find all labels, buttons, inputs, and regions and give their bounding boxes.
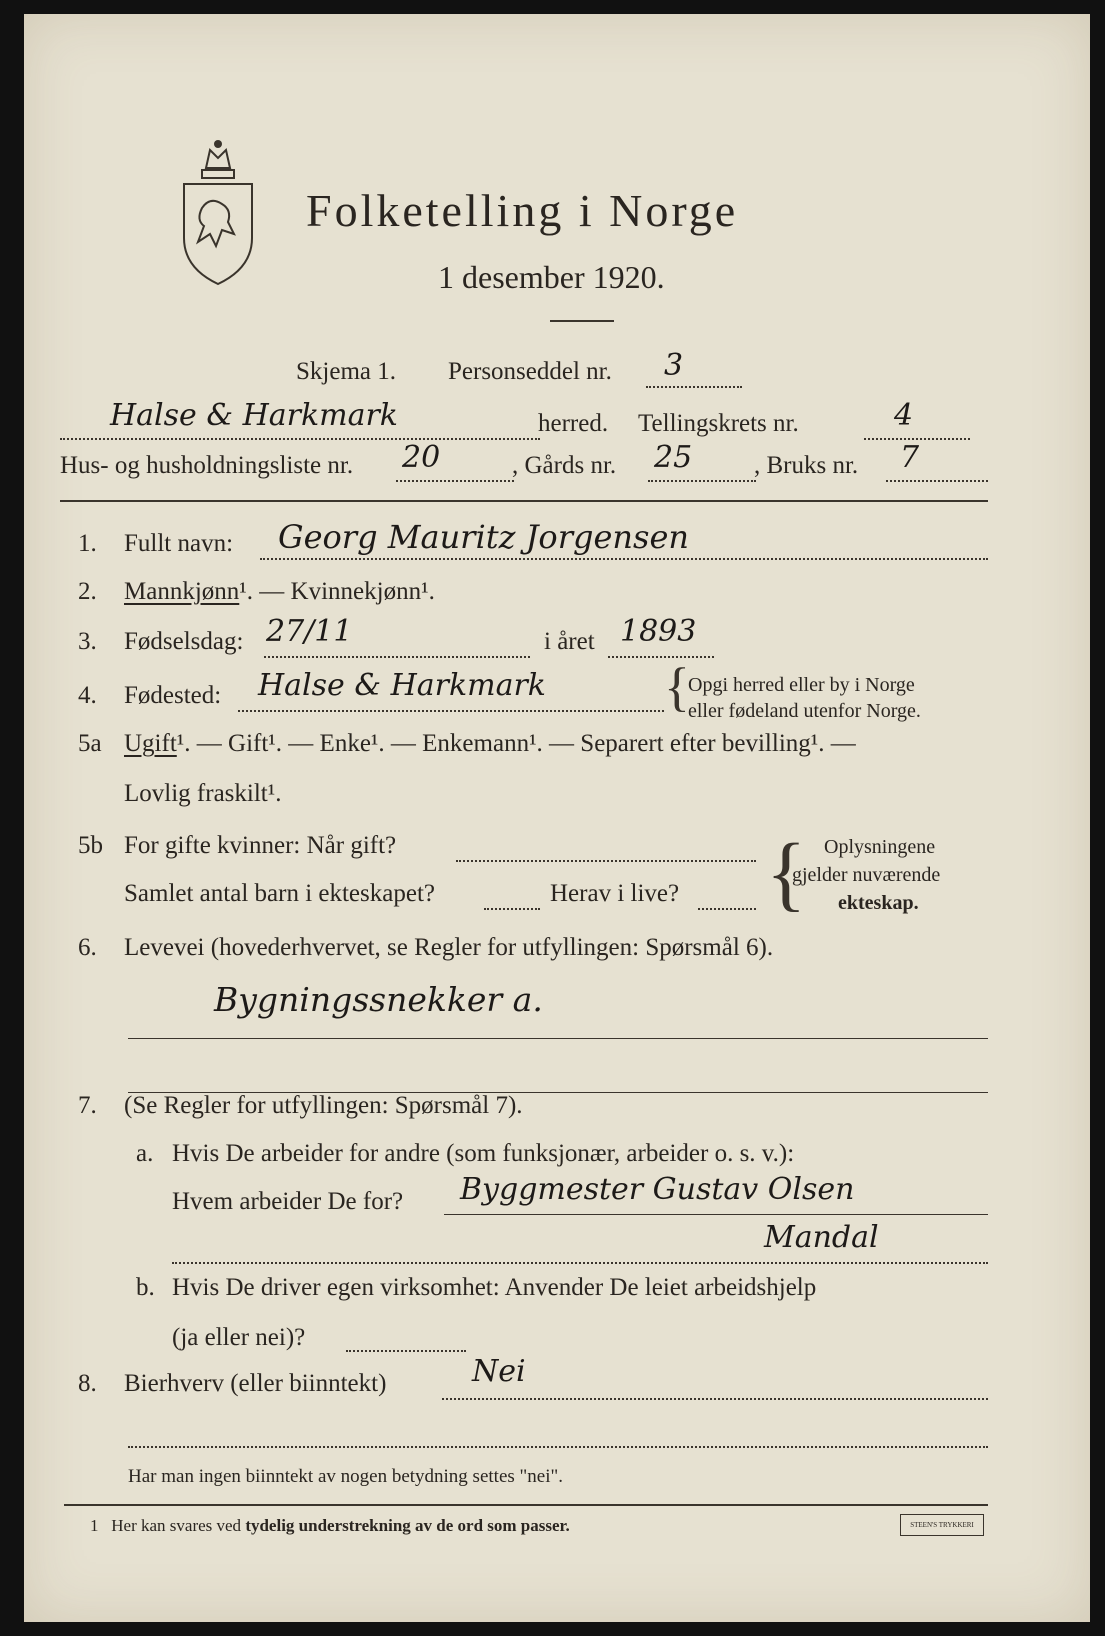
gender-male-option[interactable]: Mannkjønn [124, 578, 240, 605]
hired-help-field[interactable] [346, 1350, 466, 1352]
q3-year-label: i året [544, 628, 595, 655]
bruks-field-line [886, 480, 988, 482]
q5b-note-line1: Oplysningene [824, 836, 936, 858]
q4-brace: { [664, 657, 690, 717]
gender-female-option[interactable]: Kvinnekjønn¹. [290, 578, 435, 605]
q1-label: Fullt navn: [124, 530, 234, 557]
q5b-label: For gifte kvinner: Når gift? [124, 832, 397, 859]
q4-number: 4. [78, 682, 97, 709]
skjema-label: Skjema 1. [296, 358, 396, 385]
q7a-question: Hvem arbeider De for? [172, 1188, 404, 1215]
children-count-field[interactable] [484, 908, 540, 910]
q7-number: 7. [78, 1092, 97, 1119]
q7b-question: (ja eller nei)? [172, 1324, 306, 1351]
birthday-field-line [264, 656, 530, 658]
q6-label: Levevei (hovederhvervet, se Regler for utfyllingen: Spørsmål 6). [124, 934, 774, 961]
hus-field[interactable]: 20 [402, 440, 441, 475]
birth-year-field-line [608, 656, 714, 658]
gards-label: , Gårds nr. [512, 452, 617, 479]
footnote-bold-text: tydelig understrekning av de ord som passer. [245, 1516, 570, 1535]
q6-number: 6. [78, 934, 97, 961]
marital-ugift-option[interactable]: Ugift [124, 730, 177, 757]
personseddel-field[interactable]: 3 [664, 348, 684, 383]
header-rule [60, 500, 988, 502]
birthplace-field-line [238, 710, 664, 712]
footer-rule [64, 1504, 988, 1506]
title-divider [550, 320, 614, 322]
hus-field-line [396, 480, 514, 482]
personseddel-field-line [646, 386, 742, 388]
full-name-field[interactable]: Georg Mauritz Jorgensen [278, 518, 689, 556]
herred-field[interactable]: Halse & Harkmark [110, 398, 398, 433]
q7-label: (Se Regler for utfyllingen: Spørsmål 7). [124, 1092, 523, 1119]
q8-label: Bierhverv (eller biinntekt) [124, 1370, 387, 1397]
q7a-letter: a. [136, 1140, 154, 1167]
q5b-brace: { [766, 827, 807, 920]
q2-number: 2. [78, 578, 97, 605]
census-date: 1 desember 1920. [438, 259, 665, 295]
q5b-number: 5b [78, 832, 103, 859]
employer-location-field[interactable]: Mandal [764, 1220, 879, 1255]
q5a-number: 5a [78, 730, 102, 757]
q4-note-line2: eller fødeland utenfor Norge. [688, 700, 921, 722]
q1-field-line [260, 558, 988, 560]
gards-field[interactable]: 25 [654, 440, 693, 475]
employer-field-line [444, 1214, 988, 1215]
marital-other-options[interactable]: ¹. — Gift¹. — Enke¹. — Enkemann¹. — Separert efter bevilling¹. — [176, 730, 856, 757]
side-income-field-line [442, 1398, 988, 1400]
q3-label: Fødselsdag: [124, 628, 244, 655]
coat-of-arms-icon [176, 138, 260, 288]
bruks-label: , Bruks nr. [754, 452, 859, 479]
marital-fraskilt-option[interactable]: Lovlig fraskilt¹. [124, 780, 282, 807]
married-when-field[interactable] [456, 860, 756, 862]
side-income-field[interactable]: Nei [472, 1354, 526, 1389]
q7a-label: Hvis De arbeider for andre (som funksjonær, arbeider o. s. v.): [172, 1140, 795, 1167]
q5b-children-label: Samlet antal barn i ekteskapet? [124, 880, 435, 907]
gards-field-line [648, 480, 756, 482]
occupation-field[interactable]: Bygningssnekker a. [214, 980, 543, 1019]
herred-field-line [60, 438, 540, 440]
q4-label: Fødested: [124, 682, 222, 709]
herred-label: herred. [538, 410, 609, 437]
children-alive-field[interactable] [698, 908, 756, 910]
birthplace-field[interactable]: Halse & Harkmark [258, 668, 546, 703]
q1-number: 1. [78, 530, 97, 557]
census-form [24, 14, 1090, 1622]
employer-field[interactable]: Byggmester Gustav Olsen [460, 1172, 855, 1207]
birthday-field[interactable]: 27/11 [266, 614, 353, 649]
q5b-note-line3: ekteskap. [838, 892, 919, 914]
printer-stamp: STEEN'S TRYKKERI [900, 1514, 984, 1536]
tellingskrets-label: Tellingskrets nr. [638, 410, 799, 437]
q7b-label: Hvis De driver egen virksomhet: Anvender De leiet arbeidshjelp [172, 1274, 817, 1301]
employer-field-line2 [172, 1262, 988, 1264]
q8-number: 8. [78, 1370, 97, 1397]
personseddel-label: Personseddel nr. [448, 358, 612, 385]
occupation-line1 [128, 1038, 988, 1039]
marital-status-options [124, 730, 856, 758]
footnote-mark: 1 [90, 1516, 99, 1535]
bruks-field[interactable]: 7 [900, 440, 920, 475]
side-income-field-line2 [128, 1446, 988, 1448]
footnote [90, 1516, 570, 1536]
q5b-alive-label: Herav i live? [550, 880, 680, 907]
q5b-note-line2: gjelder nuværende [792, 864, 941, 886]
form-title: Folketelling i Norge [306, 185, 739, 236]
q4-note-line1: Opgi herred eller by i Norge [688, 674, 915, 696]
note-nei: Har man ingen biinntekt av nogen betydning settes "nei". [128, 1466, 563, 1487]
tellingskrets-field[interactable]: 4 [894, 398, 914, 433]
q7b-letter: b. [136, 1274, 155, 1301]
q2-options [124, 578, 435, 606]
footnote-text: Her kan svares ved [111, 1516, 246, 1535]
q2-separator: ¹. — [239, 578, 291, 605]
hus-label: Hus- og husholdningsliste nr. [60, 452, 354, 479]
q3-number: 3. [78, 628, 97, 655]
birth-year-field[interactable]: 1893 [620, 614, 697, 649]
